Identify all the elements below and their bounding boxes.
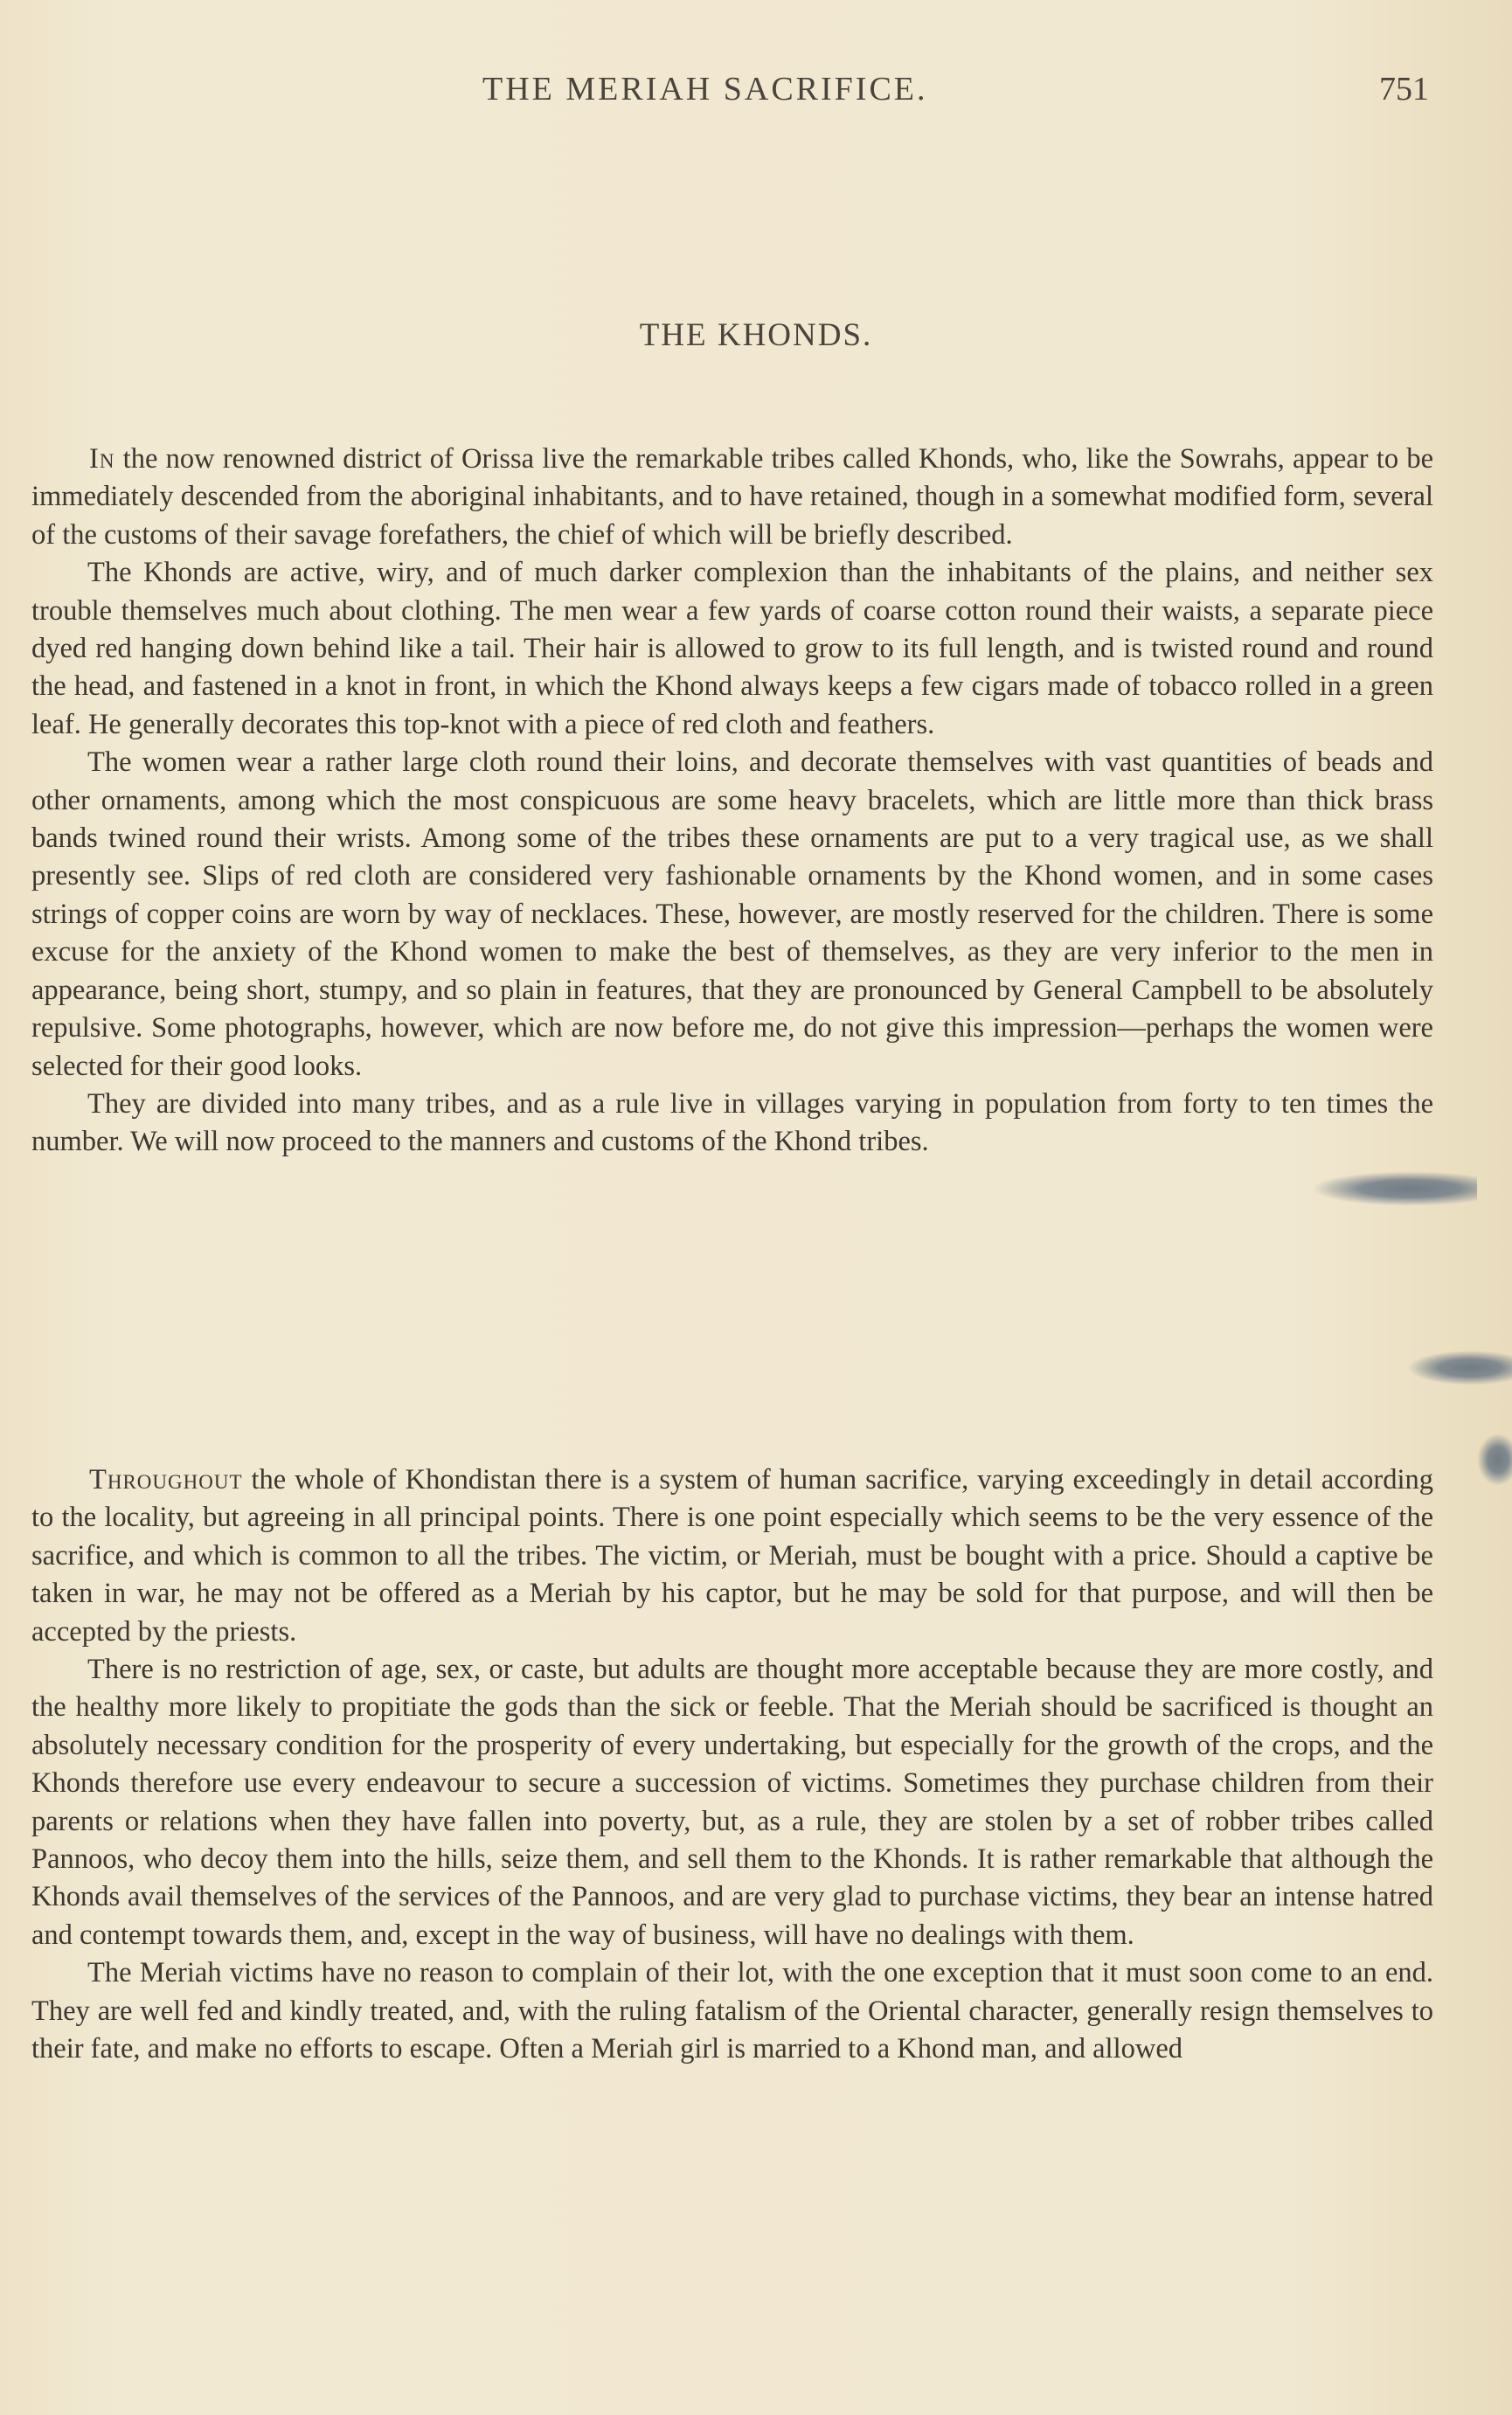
paragraph-text: They are divided into many tribes, and as a rule live in villages varying in population from forty to ten times the number. We will now proceed to the manners and customs of the Khond tribes. bbox=[31, 1087, 1433, 1158]
paragraph bbox=[31, 441, 1433, 554]
page-damage-smudge bbox=[1407, 1350, 1512, 1385]
paragraph-lead: In bbox=[89, 443, 115, 475]
paragraph bbox=[31, 554, 1433, 744]
page-damage-smudge bbox=[1311, 1171, 1477, 1206]
section-body-khonds bbox=[31, 441, 1433, 1162]
paragraph bbox=[31, 744, 1433, 1086]
paragraph-text: There is no restriction of age, sex, or caste, but adults are thought more acceptable because they are more costly, and the healthy more likely to propitiate the gods than the sick or feeble. That the Meriah should be sacrificed is thought an absolutely necessary condition for the prosperity of every undertaking, but especially for the growth of the crops, and the Khonds therefore use every endeavour to secure a succession of victims. Sometimes they purchase children from their parents or relations when they have fallen into poverty, but, as a rule, they are stolen by a set of robber tribes called Pannoos, who decoy them into the hills, seize them, and sell them to the Khonds. It is rather remarkable that although the Khonds avail themselves of the services of the Pannoos, and are very glad to purchase victims, they bear an intense hatred and contempt towards them, and, except in the way of business, will have no dealings with them. bbox=[31, 1654, 1433, 1951]
paragraph-text: the now renowned district of Orissa live the remarkable tribes called Khonds, who, like the Sowrahs, appear to be immediately descended from the aboriginal inhabitants, and to have retained, though in a somewhat modified form, several of the customs of their savage forefathers, the chief of which will be briefly described. bbox=[31, 443, 1433, 551]
section-title: THE KHONDS. bbox=[639, 317, 873, 353]
section-body-sacrifice bbox=[31, 1461, 1433, 2069]
paragraph bbox=[31, 1086, 1433, 1162]
page-damage-smudge bbox=[1477, 1433, 1512, 1486]
paragraph-lead: Throughout bbox=[89, 1464, 243, 1495]
paragraph bbox=[31, 1954, 1433, 2068]
paragraph bbox=[31, 1651, 1433, 1954]
page-number: 751 bbox=[1379, 71, 1429, 108]
paragraph-text: The Khonds are active, wiry, and of much darker complexion than the inhabitants of the plains, and neither sex trouble themselves much about clothing. The men wear a few yards of coarse cotton round their waists, a separate piece dyed red hanging down behind like a tail. Their hair is allowed to grow to its full length, and is twisted round and round the head, and fastened in a knot in front, in which the Khond always keeps a few cigars made of tobacco rolled in a green leaf. He generally decorates this top-knot with a piece of red cloth and feathers. bbox=[31, 557, 1433, 740]
paragraph bbox=[31, 1461, 1433, 1651]
running-title: THE MERIAH SACRIFICE. bbox=[482, 71, 928, 108]
paragraph-text: The women wear a rather large cloth round their loins, and decorate themselves with vast quantities of beads and other ornaments, among which the most conspicuous are some heavy bracelets, which are little more than thick brass bands twined round their wrists. Among some of the tribes these ornaments are put to a very tragical use, as we shall presently see. Slips of red cloth are considered very fashionable ornaments by the Khond women, and in some cases strings of copper coins are worn by way of necklaces. These, however, are mostly reserved for the children. There is some excuse for the anxiety of the Khond women to make the best of themselves, as they are very inferior to the men in appearance, being short, stumpy, and so plain in features, that they are pronounced by General Campbell to be absolutely repulsive. Some photographs, however, which are now before me, do not give this impression—perhaps the women were selected for their good looks. bbox=[31, 746, 1433, 1082]
paragraph-text: The Meriah victims have no reason to complain of their lot, with the one exception that it must soon come to an end. They are well fed and kindly treated, and, with the ruling fatalism of the Oriental character, generally resign themselves to their fate, and make no efforts to escape. Often a Meriah girl is married to a Khond man, and allowed bbox=[31, 1957, 1433, 2065]
paragraph-text: the whole of Khondistan there is a system of human sacrifice, varying exceedingly in detail according to the locality, but agreeing in all principal points. There is one point especially which seems to be the very essence of the sacrifice, and which is common to all the tribes. The victim, or Meriah, must be bought with a price. Should a captive be taken in war, he may not be offered as a Meriah by his captor, but he may be sold for that purpose, and will then be accepted by the priests. bbox=[31, 1464, 1433, 1648]
